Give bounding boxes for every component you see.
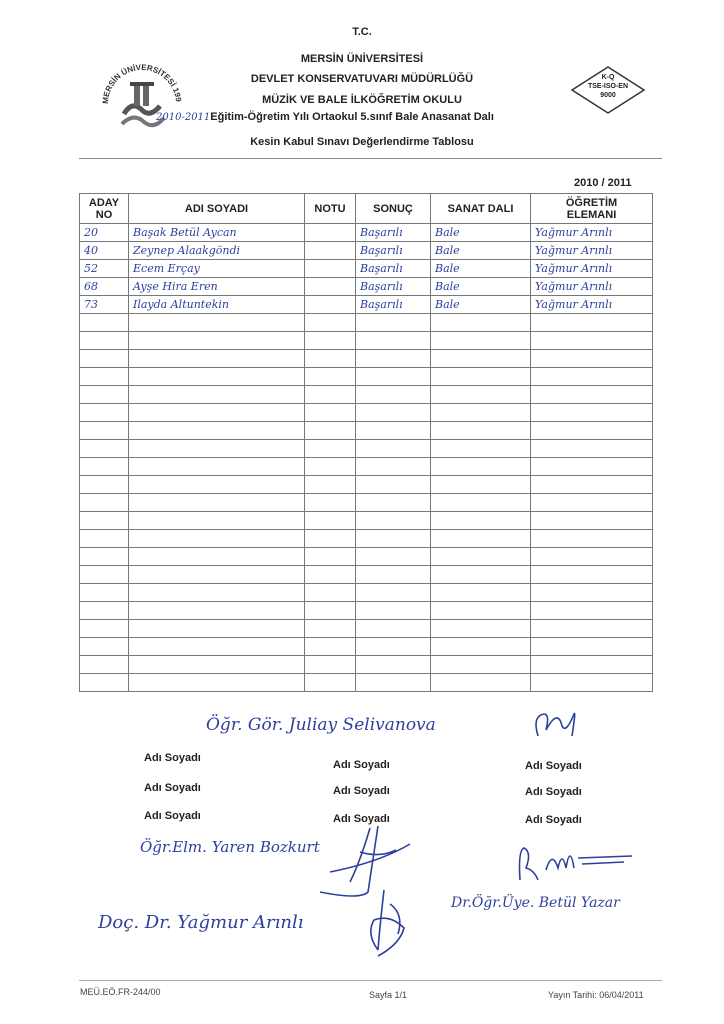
col-header-name: ADI SOYADI bbox=[129, 194, 305, 224]
cell-candidate-no-text: 68 bbox=[84, 280, 98, 293]
cell-grade bbox=[305, 296, 356, 314]
cell-candidate-no-text: 20 bbox=[84, 226, 98, 239]
table-cell-empty bbox=[305, 386, 356, 404]
table-cell-empty bbox=[356, 602, 431, 620]
table-cell-empty bbox=[80, 656, 129, 674]
name-label-4: Adı Soyadı bbox=[144, 782, 201, 794]
table-cell-empty bbox=[431, 386, 531, 404]
table-cell-empty bbox=[531, 512, 653, 530]
signature-name-4: Dr.Öğr.Üye. Betül Yazar bbox=[451, 895, 620, 911]
footer-publish-date: Yayın Tarihi: 06/04/2011 bbox=[548, 990, 644, 1000]
cell-result bbox=[356, 242, 431, 260]
header-table-title: Kesin Kabul Sınavı Değerlendirme Tablosu bbox=[250, 136, 474, 148]
footer-form-code: MEÜ.EÖ.FR-244/00 bbox=[80, 987, 161, 997]
cell-branch bbox=[431, 296, 531, 314]
table-row-empty bbox=[80, 332, 653, 350]
table-cell-empty bbox=[356, 386, 431, 404]
table-cell-empty bbox=[431, 548, 531, 566]
name-label-8: Adı Soyadı bbox=[333, 813, 390, 825]
table-header-row bbox=[80, 194, 653, 224]
header-term-text: Eğitim-Öğretim Yılı Ortaokul 5.sınıf Bale Anasanat Dalı bbox=[210, 111, 494, 123]
table-row-empty bbox=[80, 602, 653, 620]
table-cell-empty bbox=[356, 530, 431, 548]
table-row-empty bbox=[80, 638, 653, 656]
table-row-empty bbox=[80, 656, 653, 674]
header-university: MERSİN ÜNİVERSİTESİ bbox=[300, 53, 424, 65]
table-row-empty bbox=[80, 368, 653, 386]
table-cell-empty bbox=[356, 494, 431, 512]
table-cell-empty bbox=[305, 548, 356, 566]
table-row-empty bbox=[80, 494, 653, 512]
cell-branch bbox=[431, 260, 531, 278]
cell-candidate-no bbox=[80, 242, 129, 260]
cell-result bbox=[356, 260, 431, 278]
table-cell-empty bbox=[531, 602, 653, 620]
table-row-empty bbox=[80, 476, 653, 494]
table-cell-empty bbox=[80, 440, 129, 458]
table-cell-empty bbox=[129, 458, 305, 476]
table-row bbox=[80, 296, 653, 314]
table-cell-empty bbox=[531, 332, 653, 350]
table-cell-empty bbox=[531, 530, 653, 548]
table-cell-empty bbox=[431, 584, 531, 602]
table-cell-empty bbox=[356, 422, 431, 440]
table-cell-empty bbox=[531, 620, 653, 638]
table-cell-empty bbox=[431, 620, 531, 638]
table-cell-empty bbox=[129, 584, 305, 602]
table-cell-empty bbox=[356, 458, 431, 476]
table-cell-empty bbox=[431, 368, 531, 386]
signature-name-3: Doç. Dr. Yağmur Arınlı bbox=[98, 912, 304, 933]
table-cell-empty bbox=[431, 602, 531, 620]
table-cell-empty bbox=[431, 674, 531, 692]
table-row bbox=[80, 260, 653, 278]
table-cell-empty bbox=[356, 476, 431, 494]
table-cell-empty bbox=[305, 530, 356, 548]
table-cell-empty bbox=[431, 530, 531, 548]
table-cell-empty bbox=[80, 530, 129, 548]
table-cell-empty bbox=[531, 458, 653, 476]
cell-branch bbox=[431, 278, 531, 296]
table-cell-empty bbox=[129, 566, 305, 584]
table-row bbox=[80, 278, 653, 296]
table-cell-empty bbox=[356, 440, 431, 458]
cell-name-text: Ecem Erçay bbox=[133, 262, 200, 275]
cell-candidate-no bbox=[80, 296, 129, 314]
cell-name-text: Ayşe Hira Eren bbox=[133, 280, 218, 293]
table-cell-empty bbox=[431, 422, 531, 440]
cell-instructor bbox=[531, 242, 653, 260]
signature-scribble-4 bbox=[512, 840, 642, 890]
footer-divider bbox=[79, 980, 662, 981]
name-label-5: Adı Soyadı bbox=[333, 785, 390, 797]
svg-text:MERSİN ÜNİVERSİTESİ 1992: MERSİN ÜNİVERSİTESİ 199 bbox=[100, 62, 183, 105]
table-row-empty bbox=[80, 350, 653, 368]
table-cell-empty bbox=[80, 332, 129, 350]
table-cell-empty bbox=[531, 440, 653, 458]
table-cell-empty bbox=[356, 620, 431, 638]
handwritten-year: 2010-2011 bbox=[156, 112, 211, 123]
signature-name-2: Öğr.Elm. Yaren Bozkurt bbox=[140, 838, 320, 856]
cell-branch-text: Bale bbox=[435, 262, 460, 275]
cell-name bbox=[129, 296, 305, 314]
cell-grade-text bbox=[305, 226, 309, 239]
table-cell-empty bbox=[531, 584, 653, 602]
table-cell-empty bbox=[80, 494, 129, 512]
cell-candidate-no bbox=[80, 224, 129, 242]
table-row-empty bbox=[80, 674, 653, 692]
table-cell-empty bbox=[129, 368, 305, 386]
table-cell-empty bbox=[531, 386, 653, 404]
table-cell-empty bbox=[431, 332, 531, 350]
table-cell-empty bbox=[129, 422, 305, 440]
cell-instructor-text: Yağmur Arınlı bbox=[535, 298, 613, 311]
cell-grade bbox=[305, 224, 356, 242]
table-cell-empty bbox=[129, 530, 305, 548]
cell-candidate-no bbox=[80, 260, 129, 278]
cell-instructor-text: Yağmur Arınlı bbox=[535, 280, 613, 293]
table-cell-empty bbox=[431, 656, 531, 674]
table-cell-empty bbox=[80, 620, 129, 638]
table-cell-empty bbox=[431, 566, 531, 584]
table-cell-empty bbox=[80, 476, 129, 494]
table-cell-empty bbox=[129, 350, 305, 368]
table-cell-empty bbox=[356, 332, 431, 350]
table-cell-empty bbox=[356, 404, 431, 422]
cell-branch bbox=[431, 242, 531, 260]
table-row-empty bbox=[80, 314, 653, 332]
name-label-2: Adı Soyadı bbox=[333, 759, 390, 771]
table-cell-empty bbox=[356, 512, 431, 530]
table-cell-empty bbox=[305, 476, 356, 494]
table-cell-empty bbox=[531, 476, 653, 494]
table-cell-empty bbox=[80, 458, 129, 476]
cell-grade bbox=[305, 260, 356, 278]
table-row-empty bbox=[80, 440, 653, 458]
table-cell-empty bbox=[80, 512, 129, 530]
cell-branch-text: Bale bbox=[435, 226, 460, 239]
table-cell-empty bbox=[356, 584, 431, 602]
cell-result bbox=[356, 296, 431, 314]
table-row-empty bbox=[80, 584, 653, 602]
table-cell-empty bbox=[80, 584, 129, 602]
table-cell-empty bbox=[80, 386, 129, 404]
table-cell-empty bbox=[129, 548, 305, 566]
table-cell-empty bbox=[305, 458, 356, 476]
cell-result-text: Başarılı bbox=[360, 298, 403, 311]
table-cell-empty bbox=[431, 314, 531, 332]
table-cell-empty bbox=[129, 476, 305, 494]
table-cell-empty bbox=[305, 350, 356, 368]
table-row-empty bbox=[80, 530, 653, 548]
table-cell-empty bbox=[431, 404, 531, 422]
table-cell-empty bbox=[431, 476, 531, 494]
table-row bbox=[80, 242, 653, 260]
col-header-candidate-no: ADAY NO bbox=[80, 194, 129, 224]
table-cell-empty bbox=[431, 512, 531, 530]
header-divider bbox=[79, 158, 662, 159]
cell-candidate-no bbox=[80, 278, 129, 296]
col-header-result: SONUÇ bbox=[356, 194, 431, 224]
table-cell-empty bbox=[531, 494, 653, 512]
cell-result-text: Başarılı bbox=[360, 280, 403, 293]
table-cell-empty bbox=[356, 566, 431, 584]
cell-result bbox=[356, 278, 431, 296]
table-row bbox=[80, 224, 653, 242]
table-row-empty bbox=[80, 566, 653, 584]
table-cell-empty bbox=[129, 332, 305, 350]
cell-instructor-text: Yağmur Arınlı bbox=[535, 226, 613, 239]
table-cell-empty bbox=[80, 368, 129, 386]
cell-grade-text bbox=[305, 262, 309, 275]
name-label-6: Adı Soyadı bbox=[525, 786, 582, 798]
table-cell-empty bbox=[305, 566, 356, 584]
table-cell-empty bbox=[356, 674, 431, 692]
name-label-9: Adı Soyadı bbox=[525, 814, 582, 826]
table-cell-empty bbox=[431, 350, 531, 368]
table-row-empty bbox=[80, 404, 653, 422]
header-school: MÜZİK VE BALE İLKÖĞRETİM OKULU bbox=[262, 94, 462, 106]
table-cell-empty bbox=[305, 620, 356, 638]
cell-result-text: Başarılı bbox=[360, 226, 403, 239]
table-cell-empty bbox=[305, 512, 356, 530]
cell-instructor bbox=[531, 224, 653, 242]
table-cell-empty bbox=[305, 314, 356, 332]
cell-name-text: Başak Betül Aycan bbox=[133, 226, 237, 239]
col-header-grade: NOTU bbox=[305, 194, 356, 224]
table-cell-empty bbox=[80, 350, 129, 368]
cell-branch-text: Bale bbox=[435, 280, 460, 293]
table-cell-empty bbox=[80, 602, 129, 620]
table-cell-empty bbox=[356, 368, 431, 386]
table-cell-empty bbox=[129, 602, 305, 620]
table-cell-empty bbox=[80, 548, 129, 566]
table-cell-empty bbox=[129, 620, 305, 638]
cell-candidate-no-text: 40 bbox=[84, 244, 98, 257]
table-cell-empty bbox=[129, 404, 305, 422]
table-cell-empty bbox=[80, 566, 129, 584]
table-cell-empty bbox=[80, 422, 129, 440]
badge-line2: TSE-ISO-EN bbox=[587, 83, 629, 90]
table-cell-empty bbox=[305, 440, 356, 458]
table-cell-empty bbox=[305, 638, 356, 656]
cell-name-text: Ilayda Altuntekin bbox=[133, 298, 229, 311]
certification-badge bbox=[570, 65, 646, 115]
table-cell-empty bbox=[80, 404, 129, 422]
table-cell-empty bbox=[531, 314, 653, 332]
table-cell-empty bbox=[305, 494, 356, 512]
cell-name bbox=[129, 260, 305, 278]
table-cell-empty bbox=[305, 584, 356, 602]
table-row-empty bbox=[80, 458, 653, 476]
table-cell-empty bbox=[531, 548, 653, 566]
cell-grade-text bbox=[305, 298, 309, 311]
table-row-empty bbox=[80, 512, 653, 530]
academic-year: 2010 / 2011 bbox=[574, 177, 632, 189]
table-cell-empty bbox=[356, 656, 431, 674]
cell-result bbox=[356, 224, 431, 242]
table-cell-empty bbox=[129, 512, 305, 530]
table-cell-empty bbox=[129, 656, 305, 674]
table-cell-empty bbox=[531, 566, 653, 584]
table-cell-empty bbox=[531, 404, 653, 422]
table-cell-empty bbox=[356, 350, 431, 368]
evaluation-table bbox=[79, 193, 653, 692]
table-cell-empty bbox=[129, 440, 305, 458]
cell-instructor bbox=[531, 260, 653, 278]
table-cell-empty bbox=[305, 368, 356, 386]
table-cell-empty bbox=[129, 638, 305, 656]
table-cell-empty bbox=[80, 638, 129, 656]
col-header-instructor: ÖĞRETİM ELEMANI bbox=[531, 194, 653, 224]
header-tc: T.C. bbox=[352, 26, 372, 38]
table-cell-empty bbox=[305, 656, 356, 674]
cell-instructor-text: Yağmur Arınlı bbox=[535, 244, 613, 257]
signature-scribble-1 bbox=[528, 706, 588, 746]
table-cell-empty bbox=[305, 602, 356, 620]
table-cell-empty bbox=[129, 386, 305, 404]
table-cell-empty bbox=[531, 422, 653, 440]
table-cell-empty bbox=[356, 548, 431, 566]
badge-line1: K-Q bbox=[601, 74, 615, 81]
cell-name-text: Zeynep Alaakgöndi bbox=[133, 244, 241, 257]
cell-branch-text: Bale bbox=[435, 298, 460, 311]
cell-result-text: Başarılı bbox=[360, 244, 403, 257]
table-cell-empty bbox=[129, 494, 305, 512]
header-term-line bbox=[156, 111, 494, 123]
signature-scribble-3 bbox=[360, 884, 420, 964]
table-cell-empty bbox=[431, 440, 531, 458]
cell-candidate-no-text: 73 bbox=[84, 298, 98, 311]
table-cell-empty bbox=[531, 674, 653, 692]
table-row-empty bbox=[80, 548, 653, 566]
table-cell-empty bbox=[305, 674, 356, 692]
table-cell-empty bbox=[129, 674, 305, 692]
table-cell-empty bbox=[531, 368, 653, 386]
cell-name bbox=[129, 224, 305, 242]
table-cell-empty bbox=[129, 314, 305, 332]
table-cell-empty bbox=[80, 674, 129, 692]
cell-name bbox=[129, 242, 305, 260]
table-row-empty bbox=[80, 386, 653, 404]
badge-line3: 9000 bbox=[600, 92, 616, 99]
table-row-empty bbox=[80, 620, 653, 638]
cell-grade bbox=[305, 278, 356, 296]
cell-instructor bbox=[531, 278, 653, 296]
name-label-7: Adı Soyadı bbox=[144, 810, 201, 822]
table-cell-empty bbox=[356, 314, 431, 332]
table-cell-empty bbox=[356, 638, 431, 656]
signature-name-1: Öğr. Gör. Juliay Selivanova bbox=[206, 715, 436, 735]
cell-grade-text bbox=[305, 280, 309, 293]
table-cell-empty bbox=[431, 458, 531, 476]
cell-branch bbox=[431, 224, 531, 242]
footer-page: Sayfa 1/1 bbox=[369, 990, 408, 1000]
table-cell-empty bbox=[431, 638, 531, 656]
table-cell-empty bbox=[305, 422, 356, 440]
cell-grade-text bbox=[305, 244, 309, 257]
name-label-1: Adı Soyadı bbox=[144, 752, 201, 764]
table-row-empty bbox=[80, 422, 653, 440]
table-cell-empty bbox=[305, 332, 356, 350]
cell-instructor bbox=[531, 296, 653, 314]
cell-result-text: Başarılı bbox=[360, 262, 403, 275]
header-conservatory: DEVLET KONSERVATUVARI MÜDÜRLÜĞÜ bbox=[250, 73, 474, 85]
table-cell-empty bbox=[431, 494, 531, 512]
table-cell-empty bbox=[531, 638, 653, 656]
cell-grade bbox=[305, 242, 356, 260]
cell-instructor-text: Yağmur Arınlı bbox=[535, 262, 613, 275]
table-cell-empty bbox=[531, 350, 653, 368]
cell-branch-text: Bale bbox=[435, 244, 460, 257]
table-cell-empty bbox=[531, 656, 653, 674]
cell-name bbox=[129, 278, 305, 296]
table-cell-empty bbox=[80, 314, 129, 332]
cell-candidate-no-text: 52 bbox=[84, 262, 98, 275]
table-cell-empty bbox=[305, 404, 356, 422]
col-header-branch: SANAT DALI bbox=[431, 194, 531, 224]
name-label-3: Adı Soyadı bbox=[525, 760, 582, 772]
